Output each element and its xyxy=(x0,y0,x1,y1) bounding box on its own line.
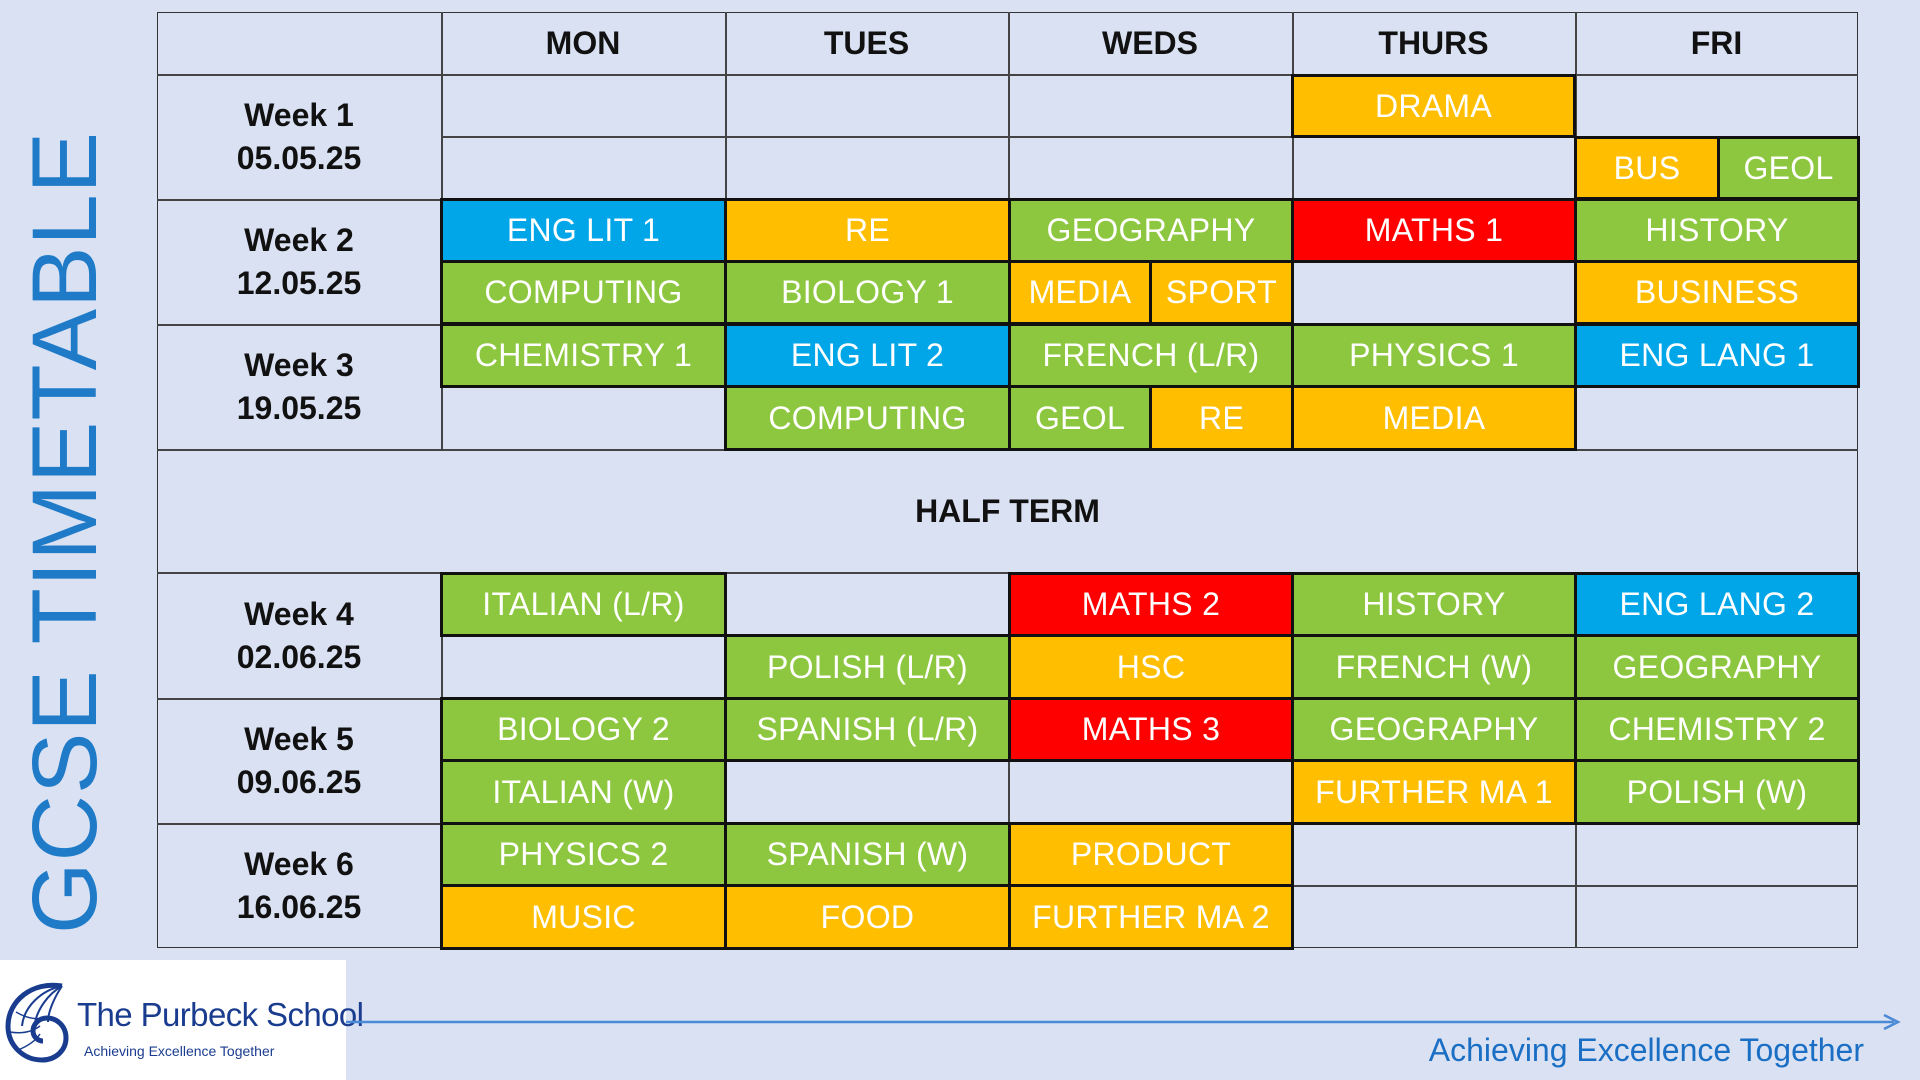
week-6-label xyxy=(157,823,441,948)
header-mon: MON xyxy=(545,24,621,61)
exam-cell: MEDIA xyxy=(1008,260,1152,325)
exam-cell: RE xyxy=(724,198,1011,263)
exam-cell: MATHS 1 xyxy=(1291,198,1577,263)
page-title-text: GCSE TIMETABLE xyxy=(13,130,116,934)
exam-cell: SPORT xyxy=(1149,260,1294,325)
school-logo-tagline: Achieving Excellence Together xyxy=(84,1043,275,1059)
exam-cell: BIOLOGY 1 xyxy=(724,260,1011,325)
footer-tagline: Achieving Excellence Together xyxy=(1428,1032,1864,1068)
exam-cell: PHYSICS 2 xyxy=(440,822,727,887)
exam-cell: FOOD xyxy=(724,884,1011,950)
week-date: 19.05.25 xyxy=(236,389,362,426)
week-2-label xyxy=(157,199,441,324)
exam-cell: BUSINESS xyxy=(1574,260,1860,325)
header-weds: WEDS xyxy=(1102,24,1198,61)
week-label: Week 6 xyxy=(244,845,354,882)
half-term-label: HALF TERM xyxy=(915,492,1100,529)
week-date: 02.06.25 xyxy=(236,638,362,675)
exam-cell: GEOGRAPHY xyxy=(1291,697,1577,762)
week-label: Week 3 xyxy=(244,346,354,383)
exam-cell: DRAMA xyxy=(1291,74,1576,138)
exam-cell: ENG LIT 1 xyxy=(440,198,727,263)
school-name: The Purbeck School xyxy=(77,996,364,1033)
week-3-label xyxy=(157,324,441,449)
nautilus-shell-icon xyxy=(2,976,74,1066)
exam-cell: GEOL xyxy=(1717,136,1860,200)
week-date: 09.06.25 xyxy=(236,763,362,800)
week-1-label xyxy=(157,74,441,199)
exam-cell: HISTORY xyxy=(1291,572,1577,637)
week-label: Week 4 xyxy=(244,595,354,632)
exam-cell: GEOL xyxy=(1008,385,1152,451)
exam-cell: SPANISH (W) xyxy=(724,822,1011,887)
exam-cell: MATHS 2 xyxy=(1008,572,1294,637)
exam-cell: FRENCH (W) xyxy=(1291,634,1577,700)
exam-cell: SPANISH (L/R) xyxy=(724,697,1011,762)
exam-cell: ITALIAN (W) xyxy=(440,759,727,825)
exam-cell: ENG LANG 2 xyxy=(1574,572,1860,637)
exam-cell: MUSIC xyxy=(440,884,727,950)
exam-cell: HSC xyxy=(1008,634,1294,700)
exam-cell: ENG LANG 1 xyxy=(1574,323,1860,388)
header-thurs: THURS xyxy=(1378,24,1489,61)
exam-cell: COMPUTING xyxy=(724,385,1011,451)
exam-cell: RE xyxy=(1149,385,1294,451)
week-label: Week 5 xyxy=(244,720,354,757)
exam-cell: CHEMISTRY 2 xyxy=(1574,697,1860,762)
exam-cell: MATHS 3 xyxy=(1008,697,1294,762)
page-title xyxy=(0,130,131,934)
exam-cell: ITALIAN (L/R) xyxy=(440,572,727,637)
week-label: Week 2 xyxy=(244,221,354,258)
exam-cell: HISTORY xyxy=(1574,198,1860,263)
exam-cell: FURTHER MA 1 xyxy=(1291,759,1577,825)
exam-cell: BIOLOGY 2 xyxy=(440,697,727,762)
week-label: Week 1 xyxy=(244,96,354,133)
header-fri: FRI xyxy=(1690,24,1743,61)
week-5-label xyxy=(157,698,441,823)
week-date: 12.05.25 xyxy=(236,264,362,301)
exam-cell: POLISH (L/R) xyxy=(724,634,1011,700)
arrow-line xyxy=(346,1012,1906,1032)
header-tues: TUES xyxy=(823,24,910,61)
exam-cell: ENG LIT 2 xyxy=(724,323,1011,388)
exam-cell: COMPUTING xyxy=(440,260,727,325)
exam-cell: GEOGRAPHY xyxy=(1574,634,1860,700)
exam-cell: POLISH (W) xyxy=(1574,759,1860,825)
week-date: 16.06.25 xyxy=(236,888,362,925)
exam-cell: PRODUCT xyxy=(1008,822,1294,887)
week-date: 05.05.25 xyxy=(236,139,362,176)
exam-cell: GEOGRAPHY xyxy=(1008,198,1294,263)
week-4-label xyxy=(157,573,441,698)
exam-cell: FRENCH (L/R) xyxy=(1008,323,1294,388)
exam-cell: MEDIA xyxy=(1291,385,1577,451)
exam-cell: CHEMISTRY 1 xyxy=(440,323,727,388)
exam-cell: PHYSICS 1 xyxy=(1291,323,1577,388)
exam-cell: BUS xyxy=(1574,136,1720,200)
exam-cell: FURTHER MA 2 xyxy=(1008,884,1294,950)
